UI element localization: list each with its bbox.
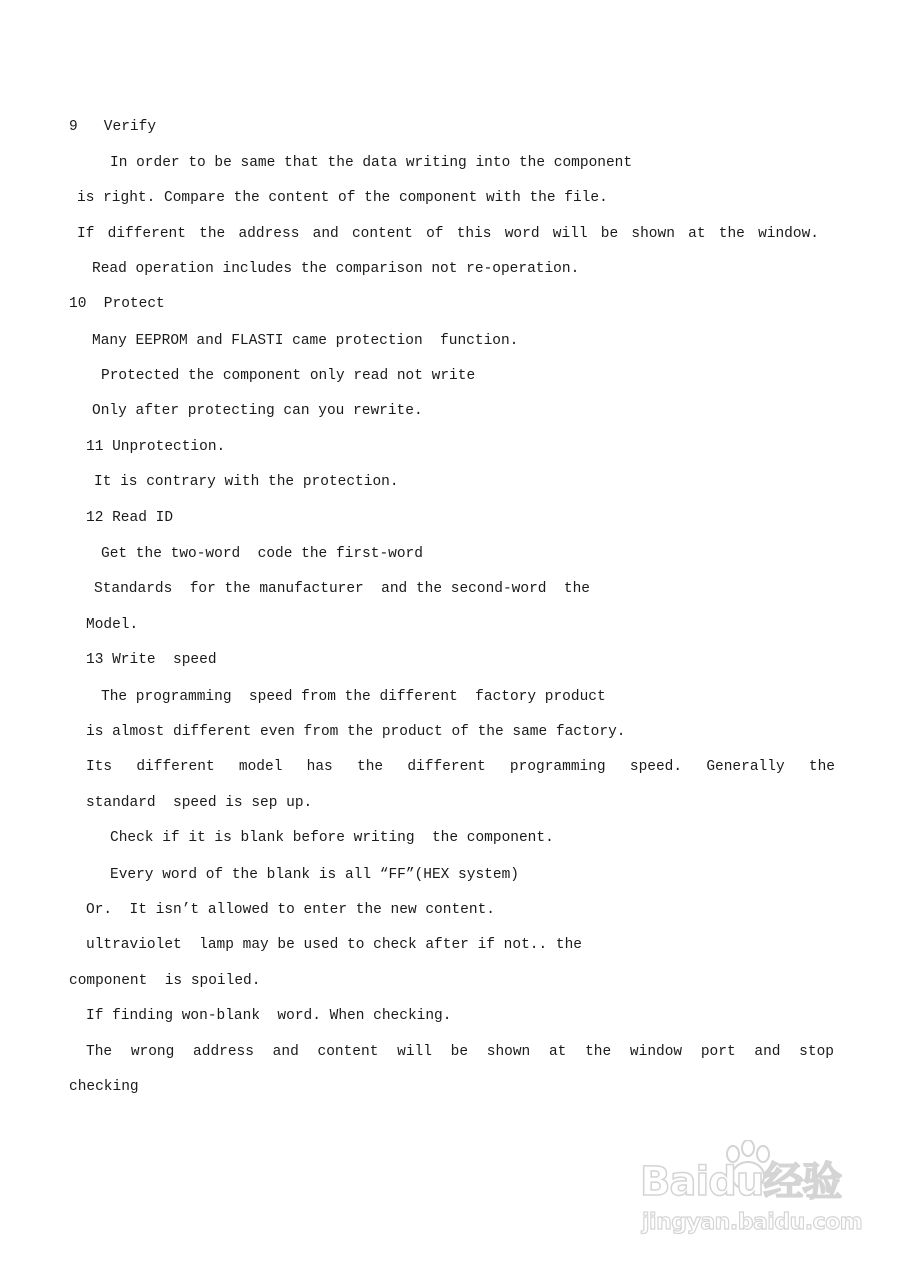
text-line: ultraviolet lamp may be used to check after if not.. the bbox=[86, 937, 582, 953]
text-line: component is spoiled. bbox=[69, 973, 261, 989]
baidu-watermark bbox=[640, 1140, 863, 1250]
text-line: checking bbox=[69, 1079, 139, 1095]
text-line: Its different model has the different programming speed. Generally the bbox=[86, 759, 835, 775]
heading-protect: 10 Protect bbox=[69, 296, 165, 312]
text-line: Standards for the manufacturer and the second-word the bbox=[94, 581, 590, 597]
text-line: standard speed is sep up. bbox=[86, 795, 313, 811]
text-line: Get the two-word code the first-word bbox=[101, 546, 423, 562]
text-line: If different the address and content of this word will be shown at the window. bbox=[77, 226, 819, 242]
text-line: Read operation includes the comparison not re-operation. bbox=[92, 261, 580, 277]
text-line: Protected the component only read not write bbox=[101, 368, 476, 384]
watermark-logo: Baidu经验 bbox=[640, 1159, 842, 1205]
heading-write-speed: 13 Write speed bbox=[86, 652, 217, 668]
text-line: If finding won-blank word. When checking. bbox=[86, 1008, 452, 1024]
heading-unprotection: 11 Unprotection. bbox=[86, 439, 226, 455]
text-line: In order to be same that the data writing into the component bbox=[110, 155, 633, 171]
text-line: Every word of the blank is all “FF”(HEX system) bbox=[110, 867, 519, 883]
text-line: Check if it is blank before writing the component. bbox=[110, 830, 554, 846]
watermark-url: jingyan.baidu.com bbox=[642, 1210, 863, 1235]
text-line: Or. It isn’t allowed to enter the new content. bbox=[86, 902, 495, 918]
heading-read-id: 12 Read ID bbox=[86, 510, 174, 526]
heading-verify: 9 Verify bbox=[69, 119, 157, 135]
text-line: is almost different even from the product of the same factory. bbox=[86, 724, 626, 740]
text-line: Model. bbox=[86, 617, 139, 633]
text-line: It is contrary with the protection. bbox=[94, 474, 399, 490]
text-line: The programming speed from the different factory product bbox=[101, 689, 606, 705]
text-line: The wrong address and content will be shown at the window port and stop bbox=[86, 1044, 834, 1060]
text-line: Only after protecting can you rewrite. bbox=[92, 403, 423, 419]
text-line: is right. Compare the content of the component with the file. bbox=[77, 190, 608, 206]
text-line: Many EEPROM and FLASTI came protection function. bbox=[92, 333, 519, 349]
